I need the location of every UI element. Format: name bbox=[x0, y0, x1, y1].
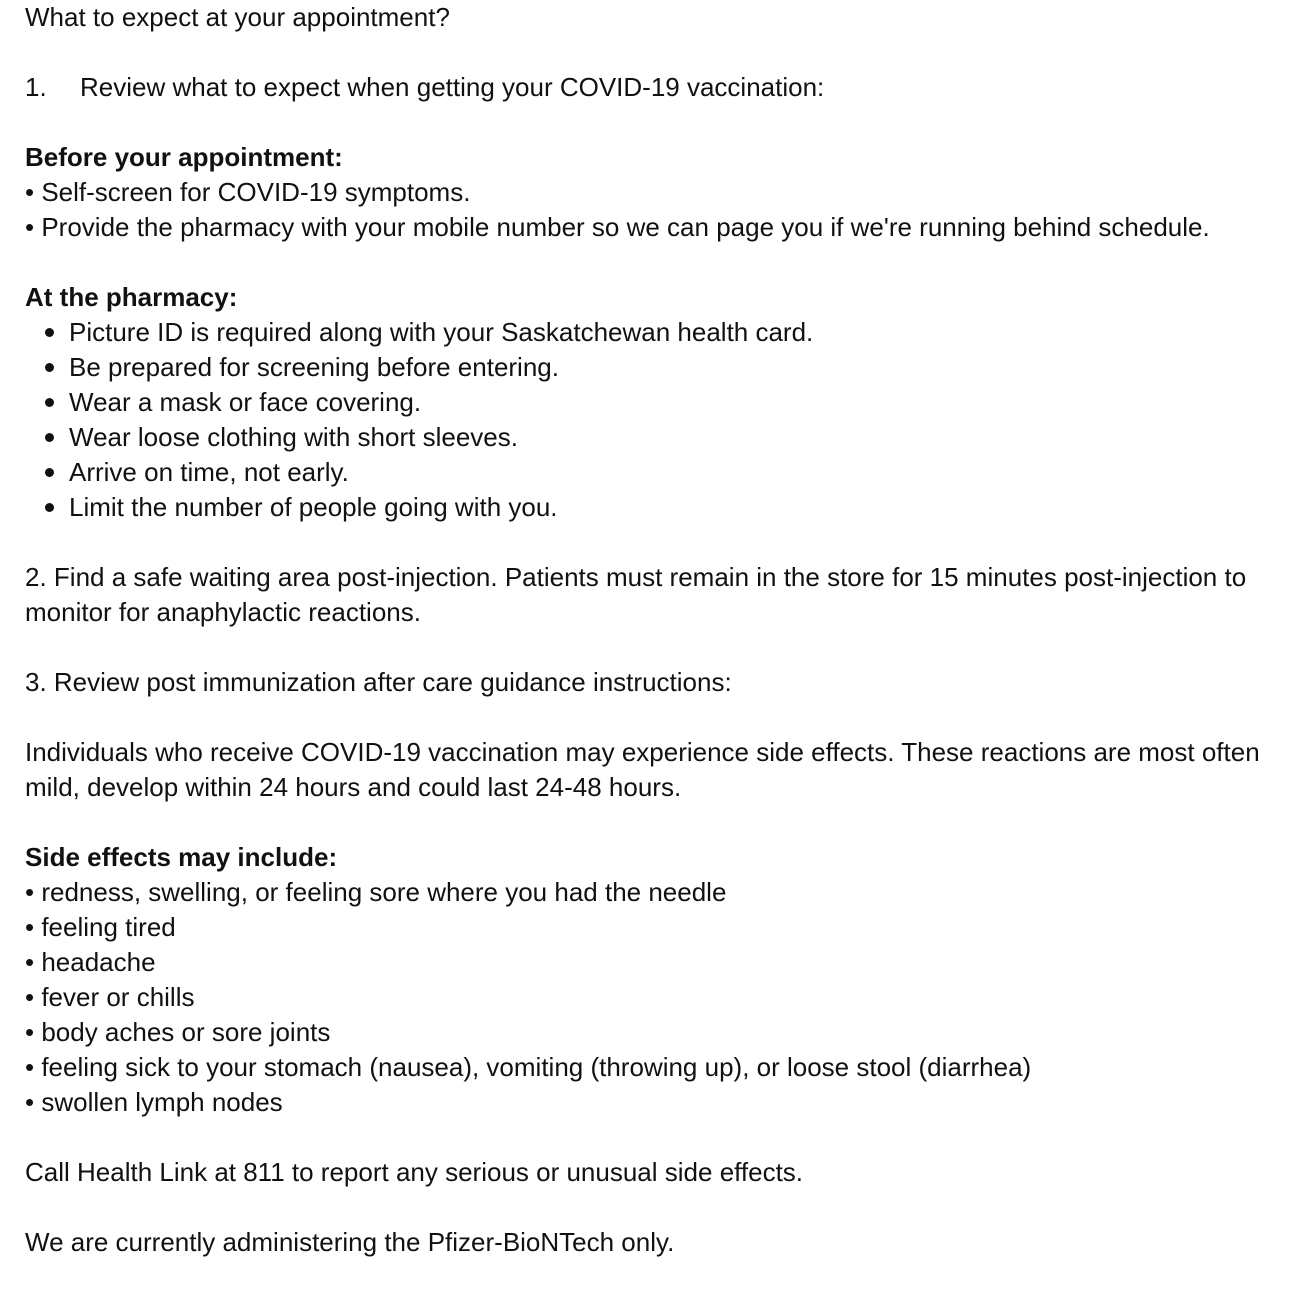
spacer bbox=[25, 525, 1300, 560]
step-1-number: 1. bbox=[25, 72, 47, 102]
pharmacy-list-item bbox=[45, 385, 1300, 420]
side-effect-item: • fever or chills bbox=[25, 982, 195, 1012]
at-pharmacy-heading: At the pharmacy: bbox=[25, 282, 238, 312]
spacer bbox=[25, 630, 1300, 665]
pharmacy-list-item bbox=[45, 350, 1300, 385]
before-item: • Provide the pharmacy with your mobile number so we can page you if we're running behind schedule. bbox=[25, 212, 1210, 242]
before-appointment-heading: Before your appointment: bbox=[25, 142, 343, 172]
step-2-text: 2. Find a safe waiting area post-injection. Patients must remain in the store for 15 minutes post-injection to monitor for anaphylactic reactions. bbox=[25, 562, 1247, 627]
spacer bbox=[25, 245, 1300, 280]
side-effect-item: • feeling tired bbox=[25, 912, 176, 942]
before-item: • Self-screen for COVID-19 symptoms. bbox=[25, 177, 471, 207]
pharmacy-item-text: Arrive on time, not early. bbox=[69, 457, 349, 487]
bullet-icon bbox=[45, 503, 54, 512]
pharmacy-item-text: Limit the number of people going with you. bbox=[69, 492, 558, 522]
bullet-icon bbox=[45, 398, 54, 407]
step-1 bbox=[25, 70, 1300, 105]
side-effect-item: • swollen lymph nodes bbox=[25, 1087, 283, 1117]
spacer bbox=[25, 105, 1300, 140]
page-title: What to expect at your appointment? bbox=[25, 2, 450, 32]
side-effect-item: • feeling sick to your stomach (nausea), vomiting (throwing up), or loose stool (diarrhea) bbox=[25, 1052, 1032, 1082]
spacer bbox=[25, 805, 1300, 840]
step-3-text: 3. Review post immunization after care guidance instructions: bbox=[25, 667, 732, 697]
health-link-note: Call Health Link at 811 to report any serious or unusual side effects. bbox=[25, 1157, 804, 1187]
side-effects-heading: Side effects may include: bbox=[25, 842, 338, 872]
pharmacy-item-text: Picture ID is required along with your Saskatchewan health card. bbox=[69, 317, 814, 347]
pharmacy-list-item bbox=[45, 455, 1300, 490]
pharmacy-item-text: Be prepared for screening before entering. bbox=[69, 352, 559, 382]
spacer bbox=[25, 1120, 1300, 1155]
side-effect-item: • body aches or sore joints bbox=[25, 1017, 331, 1047]
spacer bbox=[25, 1190, 1300, 1225]
pharmacy-list-item bbox=[45, 490, 1300, 525]
bullet-icon bbox=[45, 328, 54, 337]
side-effect-item: • headache bbox=[25, 947, 156, 977]
step-1-text: Review what to expect when getting your COVID-19 vaccination: bbox=[80, 72, 825, 102]
pharmacy-list bbox=[25, 315, 1300, 525]
pharmacy-list-item bbox=[45, 315, 1300, 350]
bullet-icon bbox=[45, 363, 54, 372]
bullet-icon bbox=[45, 468, 54, 477]
side-effects-intro: Individuals who receive COVID-19 vaccination may experience side effects. These reactions are most often mild, develop within 24 hours and could last 24-48 hours. bbox=[25, 737, 1260, 802]
pharmacy-list-item bbox=[45, 420, 1300, 455]
spacer bbox=[25, 700, 1300, 735]
bullet-icon bbox=[45, 433, 54, 442]
vaccine-note: We are currently administering the Pfizer-BioNTech only. bbox=[25, 1227, 675, 1257]
spacer bbox=[25, 35, 1300, 70]
pharmacy-item-text: Wear a mask or face covering. bbox=[69, 387, 422, 417]
side-effect-item: • redness, swelling, or feeling sore where you had the needle bbox=[25, 877, 727, 907]
pharmacy-item-text: Wear loose clothing with short sleeves. bbox=[69, 422, 518, 452]
